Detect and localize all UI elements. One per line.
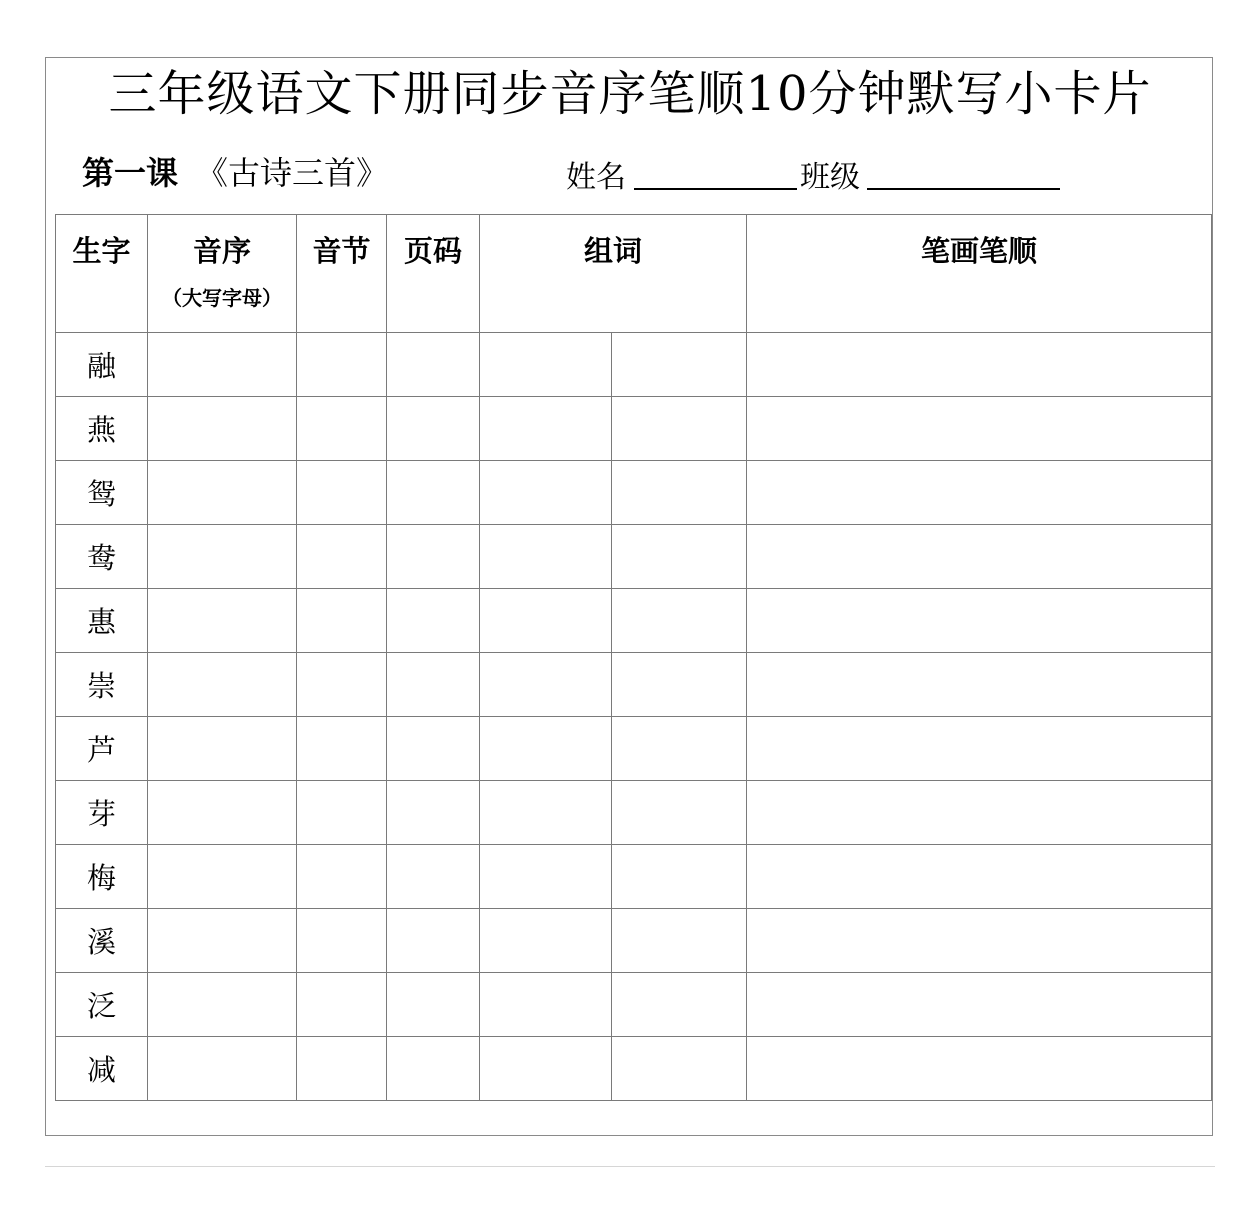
word-cell-2[interactable] (612, 397, 747, 461)
syllable-cell[interactable] (297, 333, 387, 397)
name-blank[interactable] (634, 188, 797, 190)
syllable-cell[interactable] (297, 525, 387, 589)
page-cell[interactable] (387, 845, 480, 909)
table-row (56, 717, 1212, 781)
word-cell-2[interactable] (612, 781, 747, 845)
word-cell-1[interactable] (480, 525, 612, 589)
table-row (56, 653, 1212, 717)
character-cell: 减 (56, 1037, 148, 1101)
table-row (56, 845, 1212, 909)
table-row (56, 973, 1212, 1037)
page-cell[interactable] (387, 333, 480, 397)
initial-cell[interactable] (148, 717, 297, 781)
header-strokes: 笔画笔顺 (747, 215, 1212, 333)
table-row (56, 589, 1212, 653)
table-row (56, 397, 1212, 461)
header-words: 组词 (480, 215, 747, 333)
strokes-cell[interactable] (747, 397, 1212, 461)
word-cell-1[interactable] (480, 909, 612, 973)
lesson-info-row (46, 146, 1214, 196)
character-cell: 溪 (56, 909, 148, 973)
strokes-cell[interactable] (747, 461, 1212, 525)
header-initial: 音序 （大写字母） (148, 215, 297, 333)
initial-cell[interactable] (148, 973, 297, 1037)
word-cell-2[interactable] (612, 589, 747, 653)
strokes-cell[interactable] (747, 717, 1212, 781)
strokes-cell[interactable] (747, 845, 1212, 909)
class-blank[interactable] (867, 188, 1060, 190)
character-cell: 鸳 (56, 461, 148, 525)
word-cell-1[interactable] (480, 461, 612, 525)
word-cell-2[interactable] (612, 845, 747, 909)
class-label: 班级 (800, 160, 860, 195)
lesson-name: 《古诗三首》 (196, 154, 389, 192)
syllable-cell[interactable] (297, 1037, 387, 1101)
syllable-cell[interactable] (297, 781, 387, 845)
syllable-cell[interactable] (297, 589, 387, 653)
initial-cell[interactable] (148, 653, 297, 717)
strokes-cell[interactable] (747, 909, 1212, 973)
initial-cell[interactable] (148, 333, 297, 397)
syllable-cell[interactable] (297, 845, 387, 909)
table-row (56, 1037, 1212, 1101)
word-cell-2[interactable] (612, 717, 747, 781)
footer-divider (45, 1166, 1215, 1167)
word-cell-1[interactable] (480, 397, 612, 461)
page-cell[interactable] (387, 781, 480, 845)
word-cell-1[interactable] (480, 333, 612, 397)
initial-cell[interactable] (148, 845, 297, 909)
syllable-cell[interactable] (297, 397, 387, 461)
strokes-cell[interactable] (747, 333, 1212, 397)
initial-cell[interactable] (148, 1037, 297, 1101)
word-cell-1[interactable] (480, 973, 612, 1037)
table-row (56, 525, 1212, 589)
table-row (56, 781, 1212, 845)
character-cell: 惠 (56, 589, 148, 653)
initial-cell[interactable] (148, 909, 297, 973)
character-cell: 梅 (56, 845, 148, 909)
syllable-cell[interactable] (297, 717, 387, 781)
strokes-cell[interactable] (747, 525, 1212, 589)
table-header-row (56, 215, 1212, 333)
word-cell-1[interactable] (480, 653, 612, 717)
character-cell: 燕 (56, 397, 148, 461)
initial-cell[interactable] (148, 589, 297, 653)
word-cell-1[interactable] (480, 781, 612, 845)
word-cell-2[interactable] (612, 653, 747, 717)
character-cell: 融 (56, 333, 148, 397)
strokes-cell[interactable] (747, 781, 1212, 845)
page-title: 三年级语文下册同步音序笔顺10分钟默写小卡片 (108, 66, 1152, 122)
page-cell[interactable] (387, 653, 480, 717)
page-cell[interactable] (387, 1037, 480, 1101)
syllable-cell[interactable] (297, 973, 387, 1037)
word-cell-2[interactable] (612, 333, 747, 397)
header-initial-note: （大写字母） (162, 286, 282, 310)
syllable-cell[interactable] (297, 909, 387, 973)
name-label: 姓名 (566, 160, 626, 195)
word-cell-1[interactable] (480, 589, 612, 653)
initial-cell[interactable] (148, 461, 297, 525)
table-row (56, 461, 1212, 525)
initial-cell[interactable] (148, 397, 297, 461)
word-cell-2[interactable] (612, 525, 747, 589)
word-cell-1[interactable] (480, 845, 612, 909)
header-syllable: 音节 (297, 215, 387, 333)
header-page: 页码 (387, 215, 480, 333)
dictation-table (55, 214, 1212, 1101)
character-cell: 芦 (56, 717, 148, 781)
word-cell-1[interactable] (480, 717, 612, 781)
character-cell: 鸯 (56, 525, 148, 589)
strokes-cell[interactable] (747, 589, 1212, 653)
word-cell-2[interactable] (612, 909, 747, 973)
header-char: 生字 (56, 215, 148, 333)
page-cell[interactable] (387, 589, 480, 653)
syllable-cell[interactable] (297, 653, 387, 717)
word-cell-2[interactable] (612, 461, 747, 525)
page-cell[interactable] (387, 909, 480, 973)
page-cell[interactable] (387, 973, 480, 1037)
page-cell[interactable] (387, 461, 480, 525)
syllable-cell[interactable] (297, 461, 387, 525)
strokes-cell[interactable] (747, 973, 1212, 1037)
page-cell[interactable] (387, 717, 480, 781)
initial-cell[interactable] (148, 781, 297, 845)
word-cell-2[interactable] (612, 1037, 747, 1101)
strokes-cell[interactable] (747, 1037, 1212, 1101)
word-cell-1[interactable] (480, 1037, 612, 1101)
initial-cell[interactable] (148, 525, 297, 589)
character-cell: 泛 (56, 973, 148, 1037)
table-row (56, 333, 1212, 397)
dictation-card (45, 57, 1213, 1136)
page-cell[interactable] (387, 525, 480, 589)
character-cell: 芽 (56, 781, 148, 845)
page-cell[interactable] (387, 397, 480, 461)
character-cell: 崇 (56, 653, 148, 717)
strokes-cell[interactable] (747, 653, 1212, 717)
table-row (56, 909, 1212, 973)
lesson-number: 第一课 (82, 154, 179, 192)
word-cell-2[interactable] (612, 973, 747, 1037)
